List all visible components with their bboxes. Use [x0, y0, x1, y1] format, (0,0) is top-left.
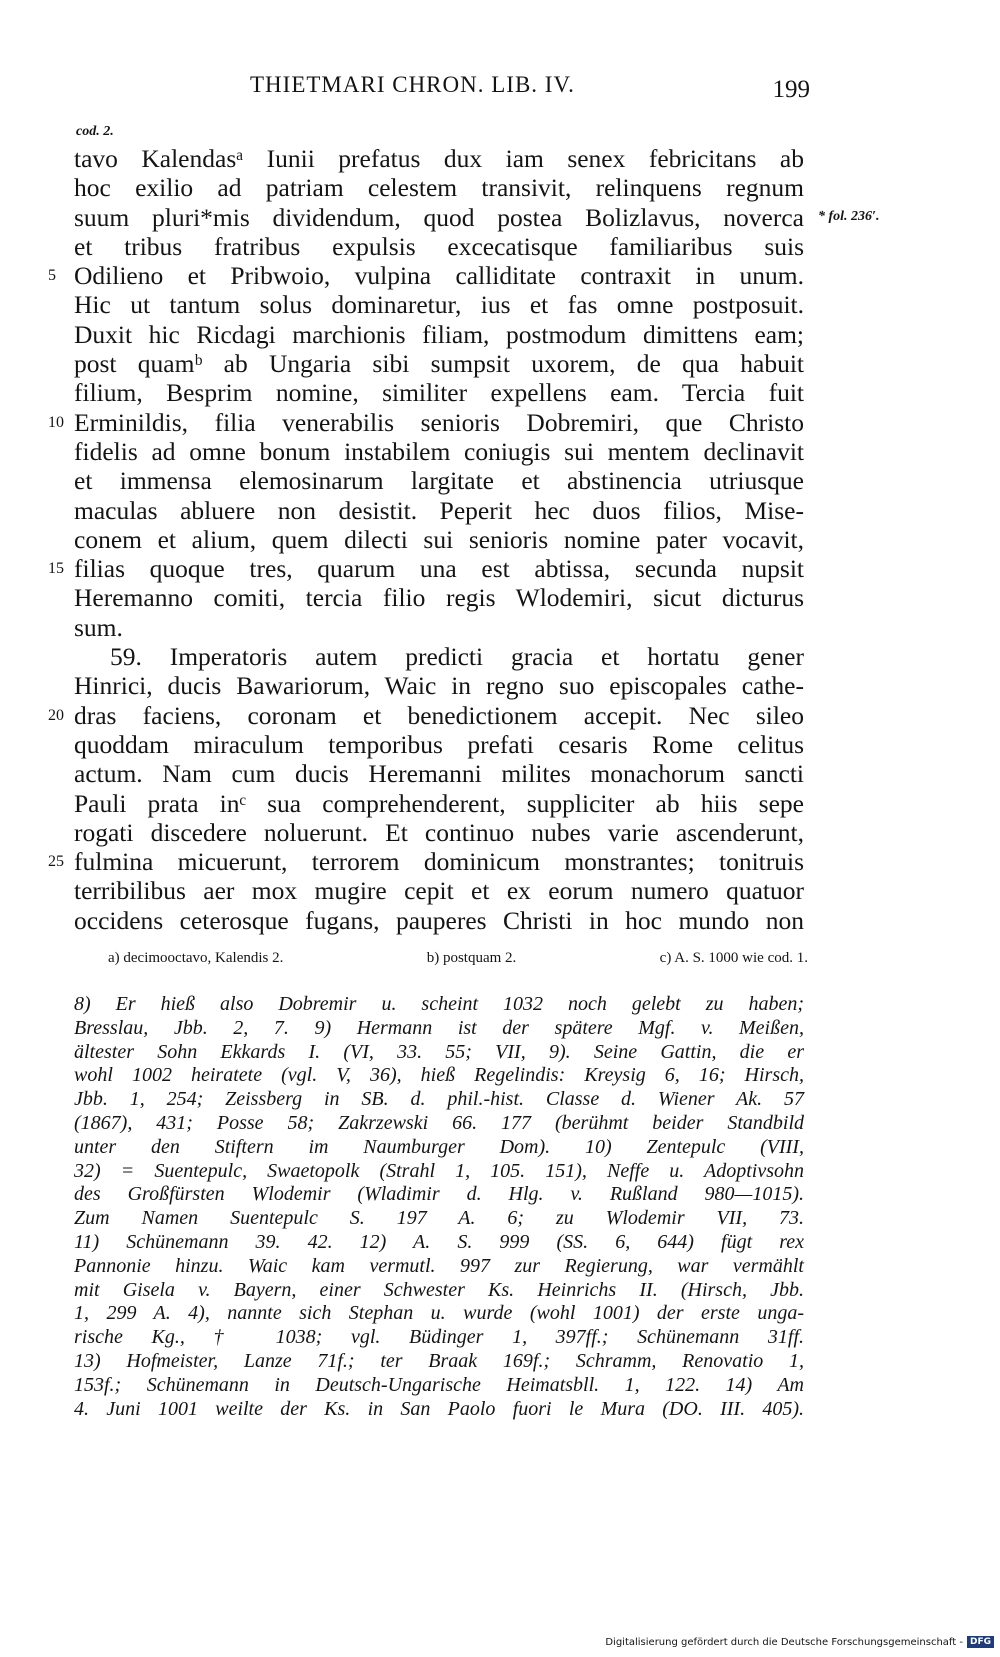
folio-margin-note: * fol. 236′.: [818, 209, 880, 224]
footnote-line: 4. Juni 1001 weilte der Ks. in San Paolo fuori le Mura (DO. III. 405).: [74, 1397, 804, 1420]
text-line: [74, 876, 804, 905]
line-text: occidens ceterosque fugans, pauperes Christi in hoc mundo non: [74, 905, 804, 935]
text-line: [74, 642, 804, 671]
apparatus-entry: c) A. S. 1000 wie cod. 1.: [659, 950, 808, 966]
text-line: [74, 525, 804, 554]
line-text: 59. Imperatoris autem predicti gracia et hortatu gener: [110, 642, 804, 672]
text-line: [74, 203, 804, 232]
footnote-line: rische Kg., † 1038; vgl. Büdinger 1, 397ff.; Schünemann 31ff.: [74, 1326, 804, 1349]
footnotes-block: [74, 993, 804, 1421]
text-line: [74, 466, 804, 495]
footnote-line: (1867), 431; Posse 58; Zakrzewski 66. 177 (berühmt beider Standbild: [74, 1111, 804, 1134]
critical-apparatus: [108, 950, 808, 967]
line-text: rogati discedere noluerunt. Et continuo nubes varie ascenderunt,: [74, 817, 804, 847]
footer-text: Digitalisierung gefördert durch die Deutsche Forschungsgemeinschaft -: [605, 1636, 963, 1648]
line-number: 20: [48, 706, 64, 724]
apparatus-entry: a) decimooctavo, Kalendis 2.: [108, 950, 284, 966]
line-text: Odilieno et Pribwoio, vulpina calliditate contraxit in unum.: [74, 261, 804, 291]
line-text: terribilibus aer mox mugire cepit et ex eorum numero quatuor: [74, 876, 804, 906]
line-text: fulmina micuerunt, terrorem dominicum monstrantes; tonitruis: [74, 847, 804, 877]
line-number: 10: [48, 413, 64, 431]
line-text: dras faciens, coronam et benedictionem accepit. Nec sileo: [74, 700, 804, 730]
line-text: Heremanno comiti, tercia filio regis Wlodemiri, sicut dicturus: [74, 583, 804, 613]
text-line: [74, 144, 804, 173]
line-text: Hic ut tantum solus dominaretur, ius et fas omne postposuit.: [74, 290, 804, 320]
text-line: [74, 759, 804, 788]
footnote-line: 153f.; Schünemann in Deutsch-Ungarische Heimatsbll. 1, 122. 14) Am: [74, 1373, 804, 1396]
text-line: [48, 261, 804, 291]
dfg-logo: DFG: [967, 1636, 994, 1648]
footnote-line: Zum Namen Suentepulc S. 197 A. 6; zu Wlodemir VII, 73.: [74, 1207, 804, 1230]
text-line: [74, 613, 804, 642]
text-line: [74, 349, 804, 378]
line-text: post quamᵇ ab Ungaria sibi sumpsit uxorem, de qua habuit: [74, 349, 804, 379]
text-line: [74, 290, 804, 319]
line-text: Hinrici, ducis Bawariorum, Waic in regno suo episcopales cathe-: [74, 671, 804, 701]
text-line: [74, 496, 804, 525]
line-text: Erminildis, filia venerabilis senioris Dobremiri, que Christo: [74, 407, 804, 437]
text-line: [74, 320, 804, 349]
running-header: [250, 72, 810, 106]
text-line: [74, 232, 804, 261]
line-text: hoc exilio ad patriam celestem transivit, relinquens regnum: [74, 173, 804, 203]
line-text: fidelis ad omne bonum instabilem coniugis sui mentem declinavit: [74, 436, 804, 466]
line-number: 5: [48, 267, 56, 285]
text-line: [48, 847, 804, 877]
line-text: tavo Kalendasᵃ Iunii prefatus dux iam senex febricitans ab: [74, 144, 804, 173]
footnote-line: wohl 1002 heiratete (vgl. V, 36), hieß Regelindis: Kreysig 6, 16; Hirsch,: [74, 1064, 804, 1087]
codex-note: cod. 2.: [76, 124, 114, 139]
text-line: [74, 789, 804, 818]
footnote-line: Bresslau, Jbb. 2, 7. 9) Hermann ist der spätere Mgf. v. Meißen,: [74, 1016, 804, 1039]
footnote-line: 13) Hofmeister, Lanze 71f.; ter Braak 169f.; Schramm, Renovatio 1,: [74, 1349, 804, 1372]
footnote-line: ältester Sohn Ekkards I. (VI, 33. 55; VII, 9). Seine Gattin, die er: [74, 1040, 804, 1063]
line-text: filias quoque tres, quarum una est abtissa, secunda nupsit: [74, 554, 804, 584]
text-line: [74, 671, 804, 700]
line-text: quoddam miraculum temporibus prefati cesaris Rome celitus: [74, 729, 804, 759]
line-number: 25: [48, 853, 64, 871]
footer-credit: [605, 1636, 994, 1648]
line-text: et immensa elemosinarum largitate et abstinencia utriusque: [74, 466, 804, 496]
footnote-line: Jbb. 1, 254; Zeissberg in SB. d. phil.-hist. Classe d. Wiener Ak. 57: [74, 1088, 804, 1111]
footnote-line: 11) Schünemann 39. 42. 12) A. S. 999 (SS. 6, 644) fügt rex: [74, 1230, 804, 1253]
footnote-line: 8) Er hieß also Dobremir u. scheint 1032 noch gelebt zu haben;: [74, 993, 804, 1015]
text-line: [48, 700, 804, 730]
line-text: actum. Nam cum ducis Heremanni milites monachorum sancti: [74, 759, 804, 789]
footnote-line: mit Gisela v. Bayern, einer Schwester Ks. Heinrichs II. (Hirsch, Jbb.: [74, 1278, 804, 1301]
footnote-line: unter den Stiftern im Naumburger Dom). 10) Zentepulc (VIII,: [74, 1135, 804, 1158]
text-line: [74, 730, 804, 759]
page-number: 199: [772, 76, 810, 103]
line-text: suum pluri*mis dividendum, quod postea Bolizlavus, noverca: [74, 202, 804, 232]
line-text: maculas abluere non desistit. Peperit hec duos filios, Mise-: [74, 495, 804, 525]
text-line: [74, 818, 804, 847]
main-text-block: [48, 144, 804, 935]
apparatus-entry: b) postquam 2.: [426, 950, 517, 966]
text-line: [48, 407, 804, 437]
footnote-line: 32) = Suentepulc, Swaetopolk (Strahl 1, 105. 151), Neffe u. Adoptivsohn: [74, 1159, 804, 1182]
line-text: Pauli prata inᶜ sua comprehenderent, suppliciter ab hiis sepe: [74, 788, 804, 818]
line-text: filium, Besprim nomine, similiter expellens eam. Tercia fuit: [74, 378, 804, 408]
text-line: [48, 554, 804, 584]
text-line: [74, 378, 804, 407]
line-text: conem et alium, quem dilecti sui senioris nomine pater vocavit,: [74, 524, 804, 554]
text-line: [74, 173, 804, 202]
text-line: [74, 437, 804, 466]
line-number: 15: [48, 560, 64, 578]
running-title: THIETMARI CHRON. LIB. IV.: [250, 72, 575, 97]
footnote-line: Pannonie hinzu. Waic kam vermutl. 997 zur Regierung, war vermählt: [74, 1254, 804, 1277]
footnote-line: 1, 299 A. 4), nannte sich Stephan u. wurde (wohl 1001) der erste unga-: [74, 1302, 804, 1325]
text-line: [74, 906, 804, 935]
line-text: sum.: [74, 612, 123, 642]
footnote-line: des Großfürsten Wlodemir (Wladimir d. Hlg. v. Rußland 980—1015).: [74, 1183, 804, 1206]
line-text: Duxit hic Ricdagi marchionis filiam, postmodum dimittens eam;: [74, 319, 804, 349]
text-line: [74, 583, 804, 612]
line-text: et tribus fratribus expulsis excecatisque familiaribus suis: [74, 231, 804, 261]
